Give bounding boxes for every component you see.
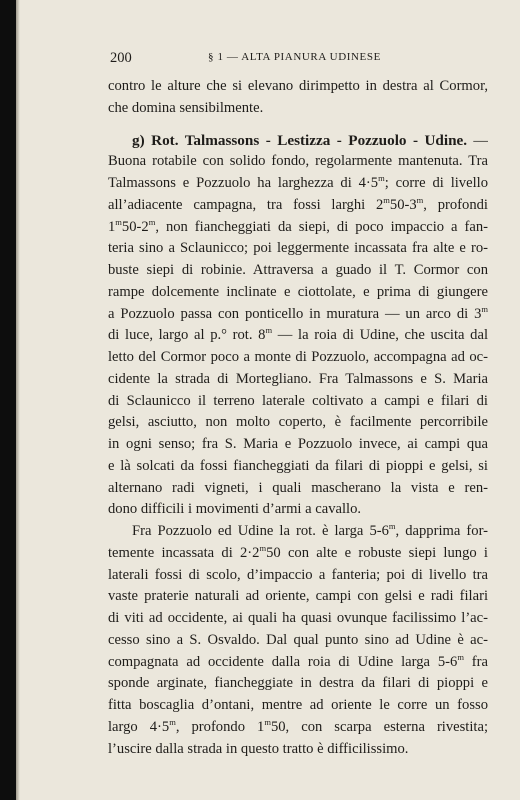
text-line: rampe dolcemente inclinate e ciottolate, e prima di giungere [108,283,488,300]
text-line: Fra Pozzuolo ed Udine la rot. è larga 5-6$^m$, dapprima for- [132,521,488,539]
text-line: gelsi, asciutto, non molto coperto, è facilmente percorribile [108,414,488,431]
page-number: 200 [110,50,132,66]
text-line: cidente la strada di Mortegliano. Fra Talmassons e S. Maria [108,370,488,387]
text-line: laterali fossi di scolo, d’impaccio a fanteria; poi di livello tra [108,566,488,583]
text-line: 1$^m$50-2$^m$, non fiancheggiati da siepi, di poco impaccio a fan- [108,216,488,235]
text-line: l’uscire dalla strada in questo tratto è difficilissimo. [108,740,409,757]
running-head: § 1 — ALTA PIANURA UDINESE [208,51,381,63]
text-line: Buona rotabile con solido fondo, regolarmente mantenuta. Tra [108,153,488,170]
text-line: che domina sensibilmente. [108,99,264,116]
text-line: contro le alture che si elevano dirimpetto in destra al Cormor, [108,78,488,94]
body-text [108,76,488,760]
text-line: di viti ad occidente, ai quali ha quasi ovunque facilissimo l’ac- [108,610,488,626]
text-line: alternano radi vigneti, i quali mascherano la vista e ren- [108,479,488,496]
text-line: e là solcati da fossi fiancheggiati da filari di pioppi e gelsi, si [108,457,488,474]
text-line: vaste praterie naturali ad oriente, campi con gelsi e radi filari [108,588,488,605]
text-line: cesso sino a S. Osvaldo. Dal qual punto sino ad Udine è ac- [108,631,488,648]
text-line: di Sclaunicco il terreno laterale coltivato a campi e filari di [108,392,488,409]
text-line: teria sino a Sclaunicco; poi leggermente incassata fra alte e ro- [108,240,488,257]
text-line: letto del Cormor poco a monte di Pozzuolo, accompagna ad oc- [108,349,488,365]
section-heading-dash: — [467,132,488,149]
section-heading-title: g) Rot. Talmassons - Lestizza - Pozzuolo - Udine. [132,131,468,149]
text-line: a Pozzuolo passa con ponticello in muratura — un arco di 3$^m$ [108,303,488,322]
book-page [16,0,520,800]
text-line: all’adiacente campagna, tra fossi larghi 2$^m$50-3$^m$, profondi [108,194,488,213]
text-line: fitta boscaglia d’ontani, mentre ad oriente le corre un fosso [108,697,488,713]
page-binding-shadow [16,0,20,800]
text-line: in ogni senso; fra S. Maria e Pozzuolo invece, ai campi qua [108,436,488,452]
page-header [110,50,490,70]
text-line: dono difficili i movimenti d’armi a cavallo. [108,501,362,518]
text-line: Talmassons e Pozzuolo ha larghezza di $4\cdot 5^m$; corre di livello [108,173,488,191]
text-line: buste siepi di robinie. Attraversa a guado il T. Cormor con [108,262,488,278]
text-line: sponde arginate, fiancheggiate in destra da filari di pioppi e [108,675,488,692]
section-heading [108,130,488,152]
text-line: largo $4\cdot 5^m$, profondo 1$^m$50, con scarpa esterna rivestita; [108,716,488,735]
text-line: di luce, largo al p.° rot. 8$^m$ — la roia di Udine, che uscita dal [108,325,488,344]
text-line: temente incassata di $2\cdot 2^m50$ con alte e robuste siepi lungo i [108,542,488,561]
text-line: compagnata ad occidente dalla roia di Udine larga 5-6$^m$ fra [108,651,488,670]
